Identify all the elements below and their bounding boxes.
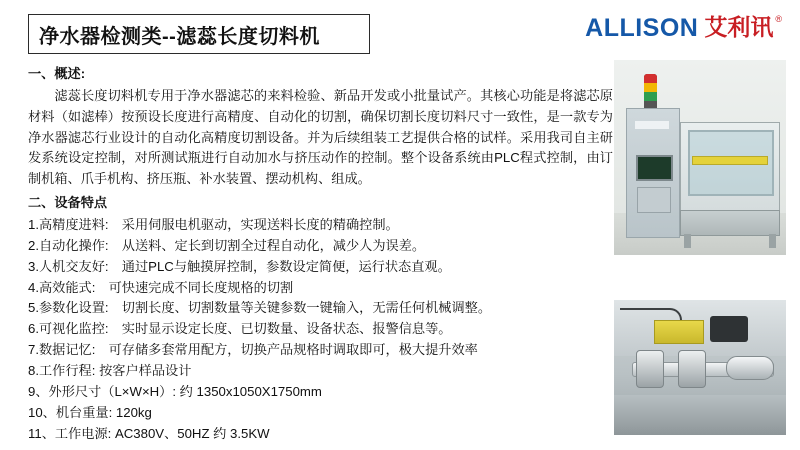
overview-heading: 一、概述: [28,66,86,81]
feed-rail [692,156,768,165]
machine-photo [614,60,786,255]
logo-text-en: ALLISON [585,14,699,42]
control-cabinet [626,108,680,238]
list-item: 1.高精度进料: 采用伺服电机驱动，实现送料长度的精确控制。 [28,217,399,233]
logo-text-cn: 艾利讯 [704,14,774,40]
machine-leg [769,234,776,248]
overview-paragraph: 滤蕊长度切料机专用于净水器滤芯的来料检验、新品开发或小批量试产。其核心功能是将滤芯原材料（如滤棒）按预设长度进行高精度、自动化的切割，确保切割长度切料尺寸一致性，是一款专为净水器滤芯行业设计的自动化高精度切割设备。并为后续组装工艺提供合格的试样。采用我司自主研发系统设定控制，对所测试瓶进行自动加水与挤压动作的控制。整个设备系统由PLC程式控制，由订制机箱、爪手机构、挤压瓶、补水装置、摆动机构、组成。 [28,87,613,187]
list-item: 2.自动化操作: 从送料、定长到切割全过程自动化，减少人为误差。 [28,237,426,253]
page-title-box [28,14,370,54]
page-title: 净水器检测类--滤蕊长度切料机 [39,25,320,48]
machine-leg [684,234,691,248]
motor-block [710,316,748,342]
list-item: 4.高效能式: 可快速完成不同长度规格的切割 [28,279,294,295]
signal-tower-icon [644,74,657,110]
detail-photo [614,300,786,435]
list-item: 11、工作电源: AC380V、50HZ 约 3.5KW [28,425,270,441]
list-item: 7.数据记忆: 可存储多套常用配方，切换产品规格时调取即可，极大提升效率 [28,342,478,358]
list-item: 10、机台重量: 120kg [28,404,152,420]
registered-mark-icon: ® [775,14,782,24]
document-body [28,64,613,444]
list-item: 8.工作行程: 按客户样品设计 [28,363,192,379]
cabinet-label [635,121,669,129]
list-item: 5.参数化设置: 切割长度、切割数量等关键参数一键输入，无需任何机械调整。 [28,300,492,316]
roller [678,350,706,388]
roller [636,350,664,388]
machine-base [680,210,780,236]
list-item: 9、外形尺寸（L×W×H）: 约 1350x1050X1750mm [28,383,322,399]
list-item: 6.可视化监控: 实时显示设定长度、已切数量、设备状态、报警信息等。 [28,321,452,337]
detail-baseplate [614,395,786,435]
yellow-guard [654,320,704,344]
pneumatic-cylinder [726,356,774,380]
list-item: 3.人机交友好: 通过PLC与触摸屏控制，参数设定简便，运行状态直观。 [28,258,451,274]
features-heading: 二、设备特点 [28,195,108,211]
hmi-screen [636,155,673,181]
brand-logo [585,16,782,41]
cabinet-buttons [637,187,671,213]
